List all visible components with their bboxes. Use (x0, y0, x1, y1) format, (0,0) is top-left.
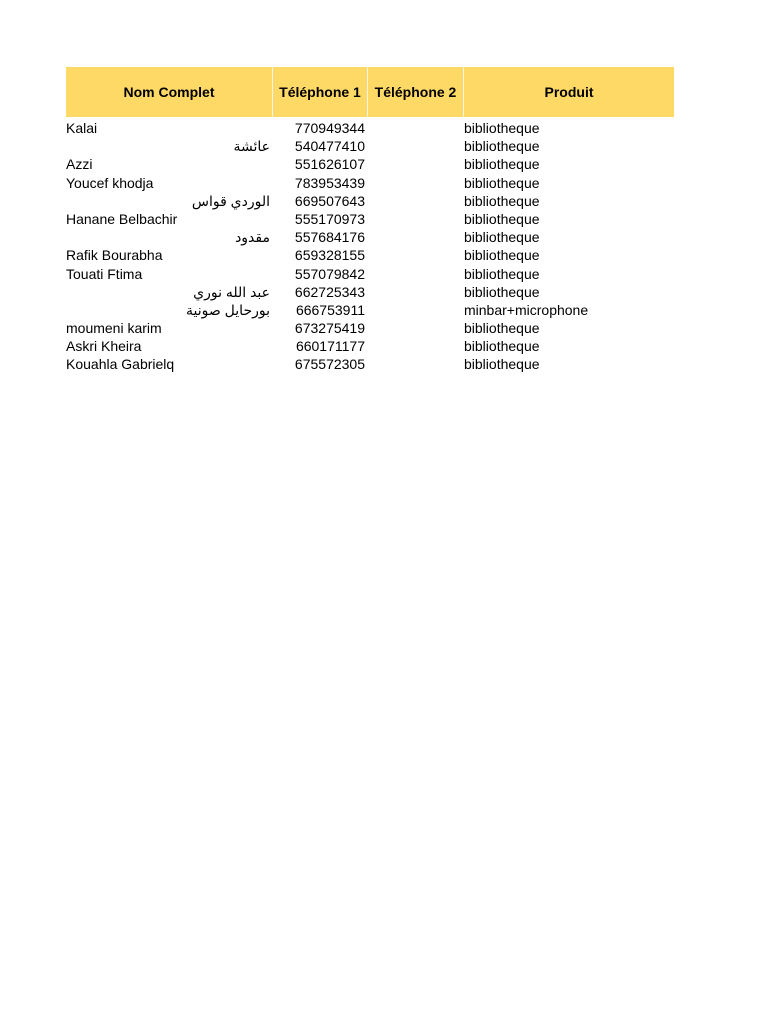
phone2-cell (367, 192, 463, 210)
table-row (66, 283, 674, 301)
phone1-cell: 540477410 (294, 138, 365, 155)
table-row (66, 228, 674, 246)
phone1-cell: 660171177 (295, 338, 365, 355)
phone1-cell: 551626107 (294, 156, 365, 173)
product-cell: bibliotheque (464, 320, 540, 337)
phone1-cell: 659328155 (294, 247, 365, 264)
phone2-cell (367, 174, 463, 192)
phone1-cell: 557684176 (294, 229, 365, 246)
phone2-cell (367, 337, 463, 355)
phone2-cell (367, 283, 463, 301)
name-cell: Kalai (66, 120, 98, 136)
phone1-cell: 783953439 (294, 174, 365, 191)
name-cell: Hanane Belbachir (66, 210, 178, 227)
name-cell: Rafik Bourabha (66, 247, 163, 264)
column-header-telephone-1: Téléphone 1 (272, 67, 367, 117)
product-cell: bibliotheque (464, 120, 540, 136)
phone1-cell: 673275419 (294, 320, 365, 337)
table-row (66, 301, 674, 319)
column-header-telephone-2: Téléphone 2 (367, 67, 463, 117)
column-header-nom-complet: Nom Complet (66, 67, 272, 117)
phone2-cell (367, 210, 463, 228)
phone1-cell: 669507643 (294, 192, 365, 209)
name-cell: عائشة (233, 138, 270, 155)
product-cell: bibliotheque (464, 156, 540, 173)
name-cell: Azzi (66, 156, 93, 173)
product-cell: minbar+microphone (464, 301, 589, 318)
product-cell: bibliotheque (464, 265, 540, 282)
name-cell: Touati Ftima (66, 265, 143, 282)
table-row (66, 319, 674, 337)
table-row (66, 337, 674, 355)
table-row (66, 265, 674, 283)
name-cell: مقدود (235, 229, 270, 246)
name-cell: بورحايل صونية (186, 301, 270, 318)
product-cell: bibliotheque (464, 283, 540, 300)
product-cell: bibliotheque (464, 247, 540, 264)
product-cell: bibliotheque (464, 192, 540, 209)
table-row (66, 137, 674, 155)
table-row (66, 246, 674, 264)
name-cell: الوردي قواس (191, 192, 270, 209)
table-row (66, 155, 674, 173)
table-row (66, 174, 674, 192)
phone2-cell (367, 355, 463, 373)
phone1-cell: 770949344 (294, 120, 365, 136)
name-cell: Kouahla Gabrielq (66, 356, 175, 373)
phone2-cell (367, 137, 463, 155)
table-row (66, 210, 674, 228)
product-cell: bibliotheque (464, 210, 540, 227)
product-cell: bibliotheque (464, 229, 540, 246)
table-row (66, 192, 674, 210)
contacts-table (66, 67, 674, 373)
table-row (66, 119, 674, 137)
name-cell: Askri Kheira (66, 338, 142, 355)
phone1-cell: 675572305 (294, 356, 365, 373)
column-header-produit: Produit (463, 67, 674, 117)
name-cell: Youcef khodja (66, 174, 154, 191)
phone1-cell: 555170973 (294, 210, 365, 227)
phone2-cell (367, 301, 463, 319)
phone2-cell (367, 319, 463, 337)
phone2-cell (367, 155, 463, 173)
product-cell: bibliotheque (464, 338, 540, 355)
table-header (66, 67, 674, 117)
product-cell: bibliotheque (464, 356, 540, 373)
table-row (66, 355, 674, 373)
product-cell: bibliotheque (464, 138, 540, 155)
phone2-cell (367, 265, 463, 283)
name-cell: عبد الله نوري (193, 283, 270, 300)
product-cell: bibliotheque (464, 174, 540, 191)
name-cell: moumeni karim (66, 320, 162, 337)
phone1-cell: 662725343 (294, 283, 365, 300)
phone1-cell: 557079842 (294, 265, 365, 282)
phone1-cell: 666753911 (295, 301, 365, 318)
phone2-cell (367, 246, 463, 264)
phone2-cell (367, 119, 463, 137)
phone2-cell (367, 228, 463, 246)
table-body (66, 119, 674, 374)
